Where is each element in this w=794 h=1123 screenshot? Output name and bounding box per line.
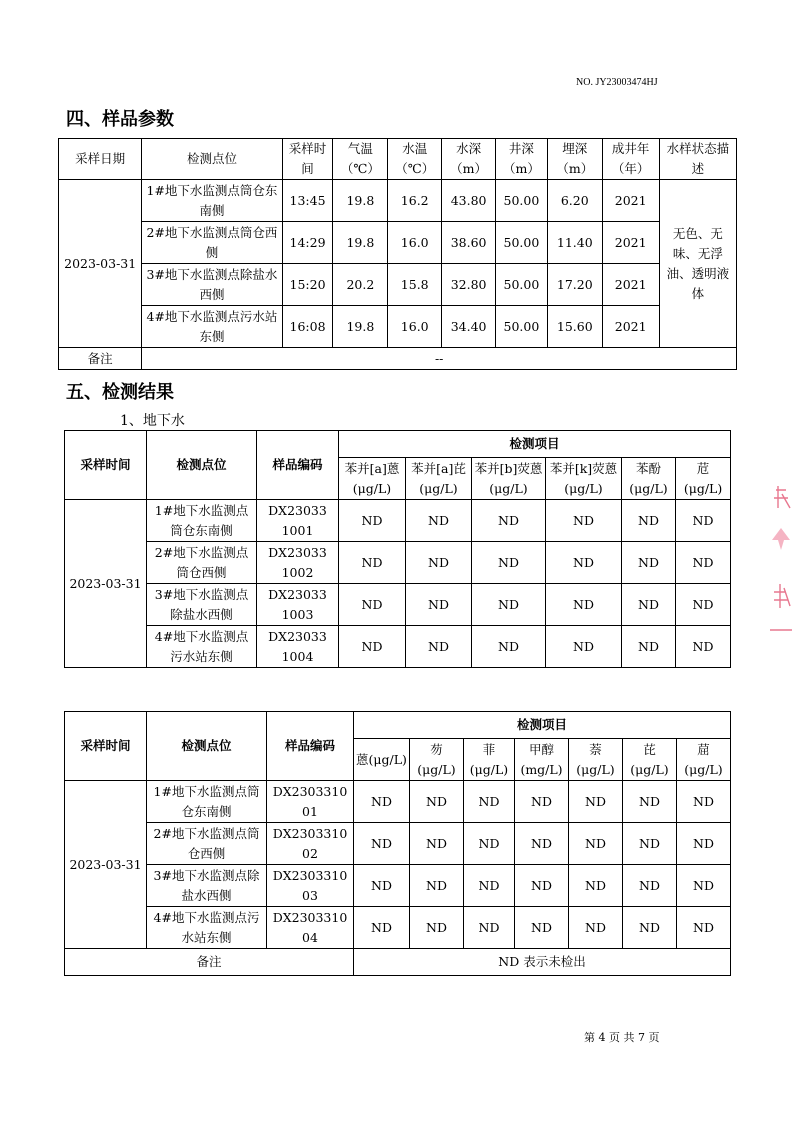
code-cell: DX230331002: [257, 542, 339, 584]
item-header: 䓛(μg/L): [677, 739, 731, 781]
value-cell: ND: [472, 584, 546, 626]
remark-value: --: [142, 348, 737, 370]
col-header-site: 检测点位: [147, 712, 267, 781]
value-cell: ND: [354, 907, 410, 949]
value-cell: ND: [339, 542, 406, 584]
value-cell: ND: [339, 584, 406, 626]
site-cell: 2#地下水监测点筒仓西侧: [142, 222, 282, 264]
burial-depth-cell: 17.20: [547, 264, 602, 306]
well-depth-cell: 50.00: [496, 264, 548, 306]
site-cell: 4#地下水监测点污水站东侧: [147, 907, 267, 949]
value-cell: ND: [569, 865, 623, 907]
air-temp-cell: 19.8: [333, 222, 388, 264]
value-cell: ND: [410, 781, 464, 823]
value-cell: ND: [515, 865, 569, 907]
water-temp-cell: 16.2: [388, 180, 442, 222]
col-header-code: 样品编码: [267, 712, 354, 781]
value-cell: ND: [623, 823, 677, 865]
site-cell: 1#地下水监测点筒仓东南侧: [147, 781, 267, 823]
subsection-title-groundwater: 1、地下水: [120, 413, 185, 429]
sample-date: 2023-03-31: [65, 781, 147, 949]
value-cell: ND: [406, 500, 472, 542]
table-row: [59, 222, 737, 264]
burial-depth-cell: 11.40: [547, 222, 602, 264]
site-cell: 2#地下水监测点筒仓西侧: [147, 823, 267, 865]
value-cell: ND: [623, 865, 677, 907]
value-cell: ND: [515, 907, 569, 949]
site-cell: 2#地下水监测点筒仓西侧: [147, 542, 257, 584]
value-cell: ND: [464, 865, 515, 907]
remark-value: ND 表示未检出: [354, 949, 731, 976]
item-header: 苯酚(μg/L): [622, 458, 676, 500]
item-header: 苊(μg/L): [676, 458, 731, 500]
value-cell: ND: [354, 865, 410, 907]
value-cell: ND: [472, 626, 546, 668]
water-depth-cell: 43.80: [442, 180, 496, 222]
item-header: 苯并[a]蒽(μg/L): [339, 458, 406, 500]
water-depth-cell: 34.40: [442, 306, 496, 348]
table-row: [65, 865, 731, 907]
col-header-items: 检测项目: [354, 712, 731, 739]
item-header: 菲(μg/L): [464, 739, 515, 781]
value-cell: ND: [546, 542, 622, 584]
value-cell: ND: [339, 626, 406, 668]
table-row: [65, 584, 731, 626]
value-cell: ND: [406, 626, 472, 668]
item-header: 芘(μg/L): [623, 739, 677, 781]
code-cell: DX230331003: [257, 584, 339, 626]
item-header: 苯并[a]芘(μg/L): [406, 458, 472, 500]
table-row: [65, 500, 731, 542]
table-row: [65, 907, 731, 949]
value-cell: ND: [406, 542, 472, 584]
header-row: [59, 139, 737, 180]
burial-depth-cell: 6.20: [547, 180, 602, 222]
value-cell: ND: [546, 626, 622, 668]
col-header-well-depth: 井深（m）: [496, 139, 548, 180]
seal-stamp-fragment: [768, 484, 794, 634]
remark-label: 备注: [59, 348, 142, 370]
value-cell: ND: [622, 584, 676, 626]
value-cell: ND: [410, 823, 464, 865]
col-header-time: 采样时间: [65, 712, 147, 781]
code-cell: DX230331004: [257, 626, 339, 668]
value-cell: ND: [410, 907, 464, 949]
remark-row: [59, 348, 737, 370]
time-cell: 13:45: [282, 180, 333, 222]
value-cell: ND: [546, 500, 622, 542]
sample-date: 2023-03-31: [65, 500, 147, 668]
time-cell: 14:29: [282, 222, 333, 264]
value-cell: ND: [464, 823, 515, 865]
value-cell: ND: [515, 823, 569, 865]
col-header-date: 采样日期: [59, 139, 142, 180]
site-cell: 3#地下水监测点除盐水西侧: [147, 865, 267, 907]
header-row: [65, 431, 731, 458]
well-year-cell: 2021: [602, 180, 659, 222]
value-cell: ND: [677, 781, 731, 823]
code-cell: DX230331001: [267, 781, 354, 823]
value-cell: ND: [622, 542, 676, 584]
value-cell: ND: [354, 781, 410, 823]
well-depth-cell: 50.00: [496, 180, 548, 222]
value-cell: ND: [546, 584, 622, 626]
air-temp-cell: 19.8: [333, 306, 388, 348]
value-cell: ND: [622, 626, 676, 668]
well-depth-cell: 50.00: [496, 222, 548, 264]
col-header-water-temp: 水温（℃）: [388, 139, 442, 180]
well-year-cell: 2021: [602, 306, 659, 348]
item-header: 蒽(μg/L): [354, 739, 410, 781]
value-cell: ND: [677, 907, 731, 949]
code-cell: DX230331003: [267, 865, 354, 907]
item-header: 苯并[k]荧蒽(μg/L): [546, 458, 622, 500]
value-cell: ND: [410, 865, 464, 907]
value-cell: ND: [623, 781, 677, 823]
value-cell: ND: [569, 823, 623, 865]
value-cell: ND: [569, 907, 623, 949]
col-header-time: 采样时间: [282, 139, 333, 180]
results-table-1: [64, 430, 731, 668]
table-row: [59, 264, 737, 306]
water-state-cell: 无色、无味、无浮油、透明液体: [659, 180, 736, 348]
value-cell: ND: [515, 781, 569, 823]
water-temp-cell: 16.0: [388, 306, 442, 348]
value-cell: ND: [676, 542, 731, 584]
col-header-site: 检测点位: [147, 431, 257, 500]
value-cell: ND: [406, 584, 472, 626]
code-cell: DX230331002: [267, 823, 354, 865]
code-cell: DX230331004: [267, 907, 354, 949]
well-year-cell: 2021: [602, 222, 659, 264]
code-cell: DX230331001: [257, 500, 339, 542]
sample-date: 2023-03-31: [59, 180, 142, 348]
remark-row: [65, 949, 731, 976]
col-header-items: 检测项目: [339, 431, 731, 458]
site-cell: 3#地下水监测点除盐水西侧: [147, 584, 257, 626]
value-cell: ND: [339, 500, 406, 542]
item-header: 甲醇(mg/L): [515, 739, 569, 781]
col-header-water-depth: 水深（m）: [442, 139, 496, 180]
table-row: [59, 306, 737, 348]
table-row: [65, 626, 731, 668]
col-header-state: 水样状态描述: [659, 139, 736, 180]
section-title-sample-params: 四、样品参数: [66, 109, 174, 130]
table-row: [65, 823, 731, 865]
col-header-time: 采样时间: [65, 431, 147, 500]
value-cell: ND: [464, 781, 515, 823]
document-number: NO. JY23003474HJ: [576, 77, 658, 88]
burial-depth-cell: 15.60: [547, 306, 602, 348]
value-cell: ND: [472, 500, 546, 542]
item-header: 萘(μg/L): [569, 739, 623, 781]
value-cell: ND: [622, 500, 676, 542]
item-header: 苯并[b]荧蒽(μg/L): [472, 458, 546, 500]
value-cell: ND: [464, 907, 515, 949]
sample-params-table: [58, 138, 737, 370]
value-cell: ND: [569, 781, 623, 823]
site-cell: 4#地下水监测点污水站东侧: [147, 626, 257, 668]
time-cell: 16:08: [282, 306, 333, 348]
time-cell: 15:20: [282, 264, 333, 306]
table-row: [59, 180, 737, 222]
value-cell: ND: [354, 823, 410, 865]
remark-label: 备注: [65, 949, 354, 976]
site-cell: 4#地下水监测点污水站东侧: [142, 306, 282, 348]
header-row: [65, 712, 731, 739]
results-table-2: [64, 711, 731, 976]
value-cell: ND: [676, 584, 731, 626]
site-cell: 3#地下水监测点除盐水西侧: [142, 264, 282, 306]
section-title-results: 五、检测结果: [66, 382, 174, 403]
well-depth-cell: 50.00: [496, 306, 548, 348]
item-header: 芴(μg/L): [410, 739, 464, 781]
water-temp-cell: 15.8: [388, 264, 442, 306]
col-header-burial-depth: 埋深（m）: [547, 139, 602, 180]
value-cell: ND: [623, 907, 677, 949]
water-depth-cell: 32.80: [442, 264, 496, 306]
site-cell: 1#地下水监测点筒仓东南侧: [142, 180, 282, 222]
air-temp-cell: 20.2: [333, 264, 388, 306]
table-row: [65, 781, 731, 823]
air-temp-cell: 19.8: [333, 180, 388, 222]
col-header-site: 检测点位: [142, 139, 282, 180]
value-cell: ND: [677, 823, 731, 865]
table-row: [65, 542, 731, 584]
page-footer: 第 4 页 共 7 页: [584, 1031, 660, 1044]
well-year-cell: 2021: [602, 264, 659, 306]
value-cell: ND: [676, 500, 731, 542]
value-cell: ND: [677, 865, 731, 907]
col-header-well-year: 成井年（年）: [602, 139, 659, 180]
site-cell: 1#地下水监测点筒仓东南侧: [147, 500, 257, 542]
water-temp-cell: 16.0: [388, 222, 442, 264]
col-header-code: 样品编码: [257, 431, 339, 500]
value-cell: ND: [676, 626, 731, 668]
value-cell: ND: [472, 542, 546, 584]
col-header-air-temp: 气温（℃）: [333, 139, 388, 180]
water-depth-cell: 38.60: [442, 222, 496, 264]
